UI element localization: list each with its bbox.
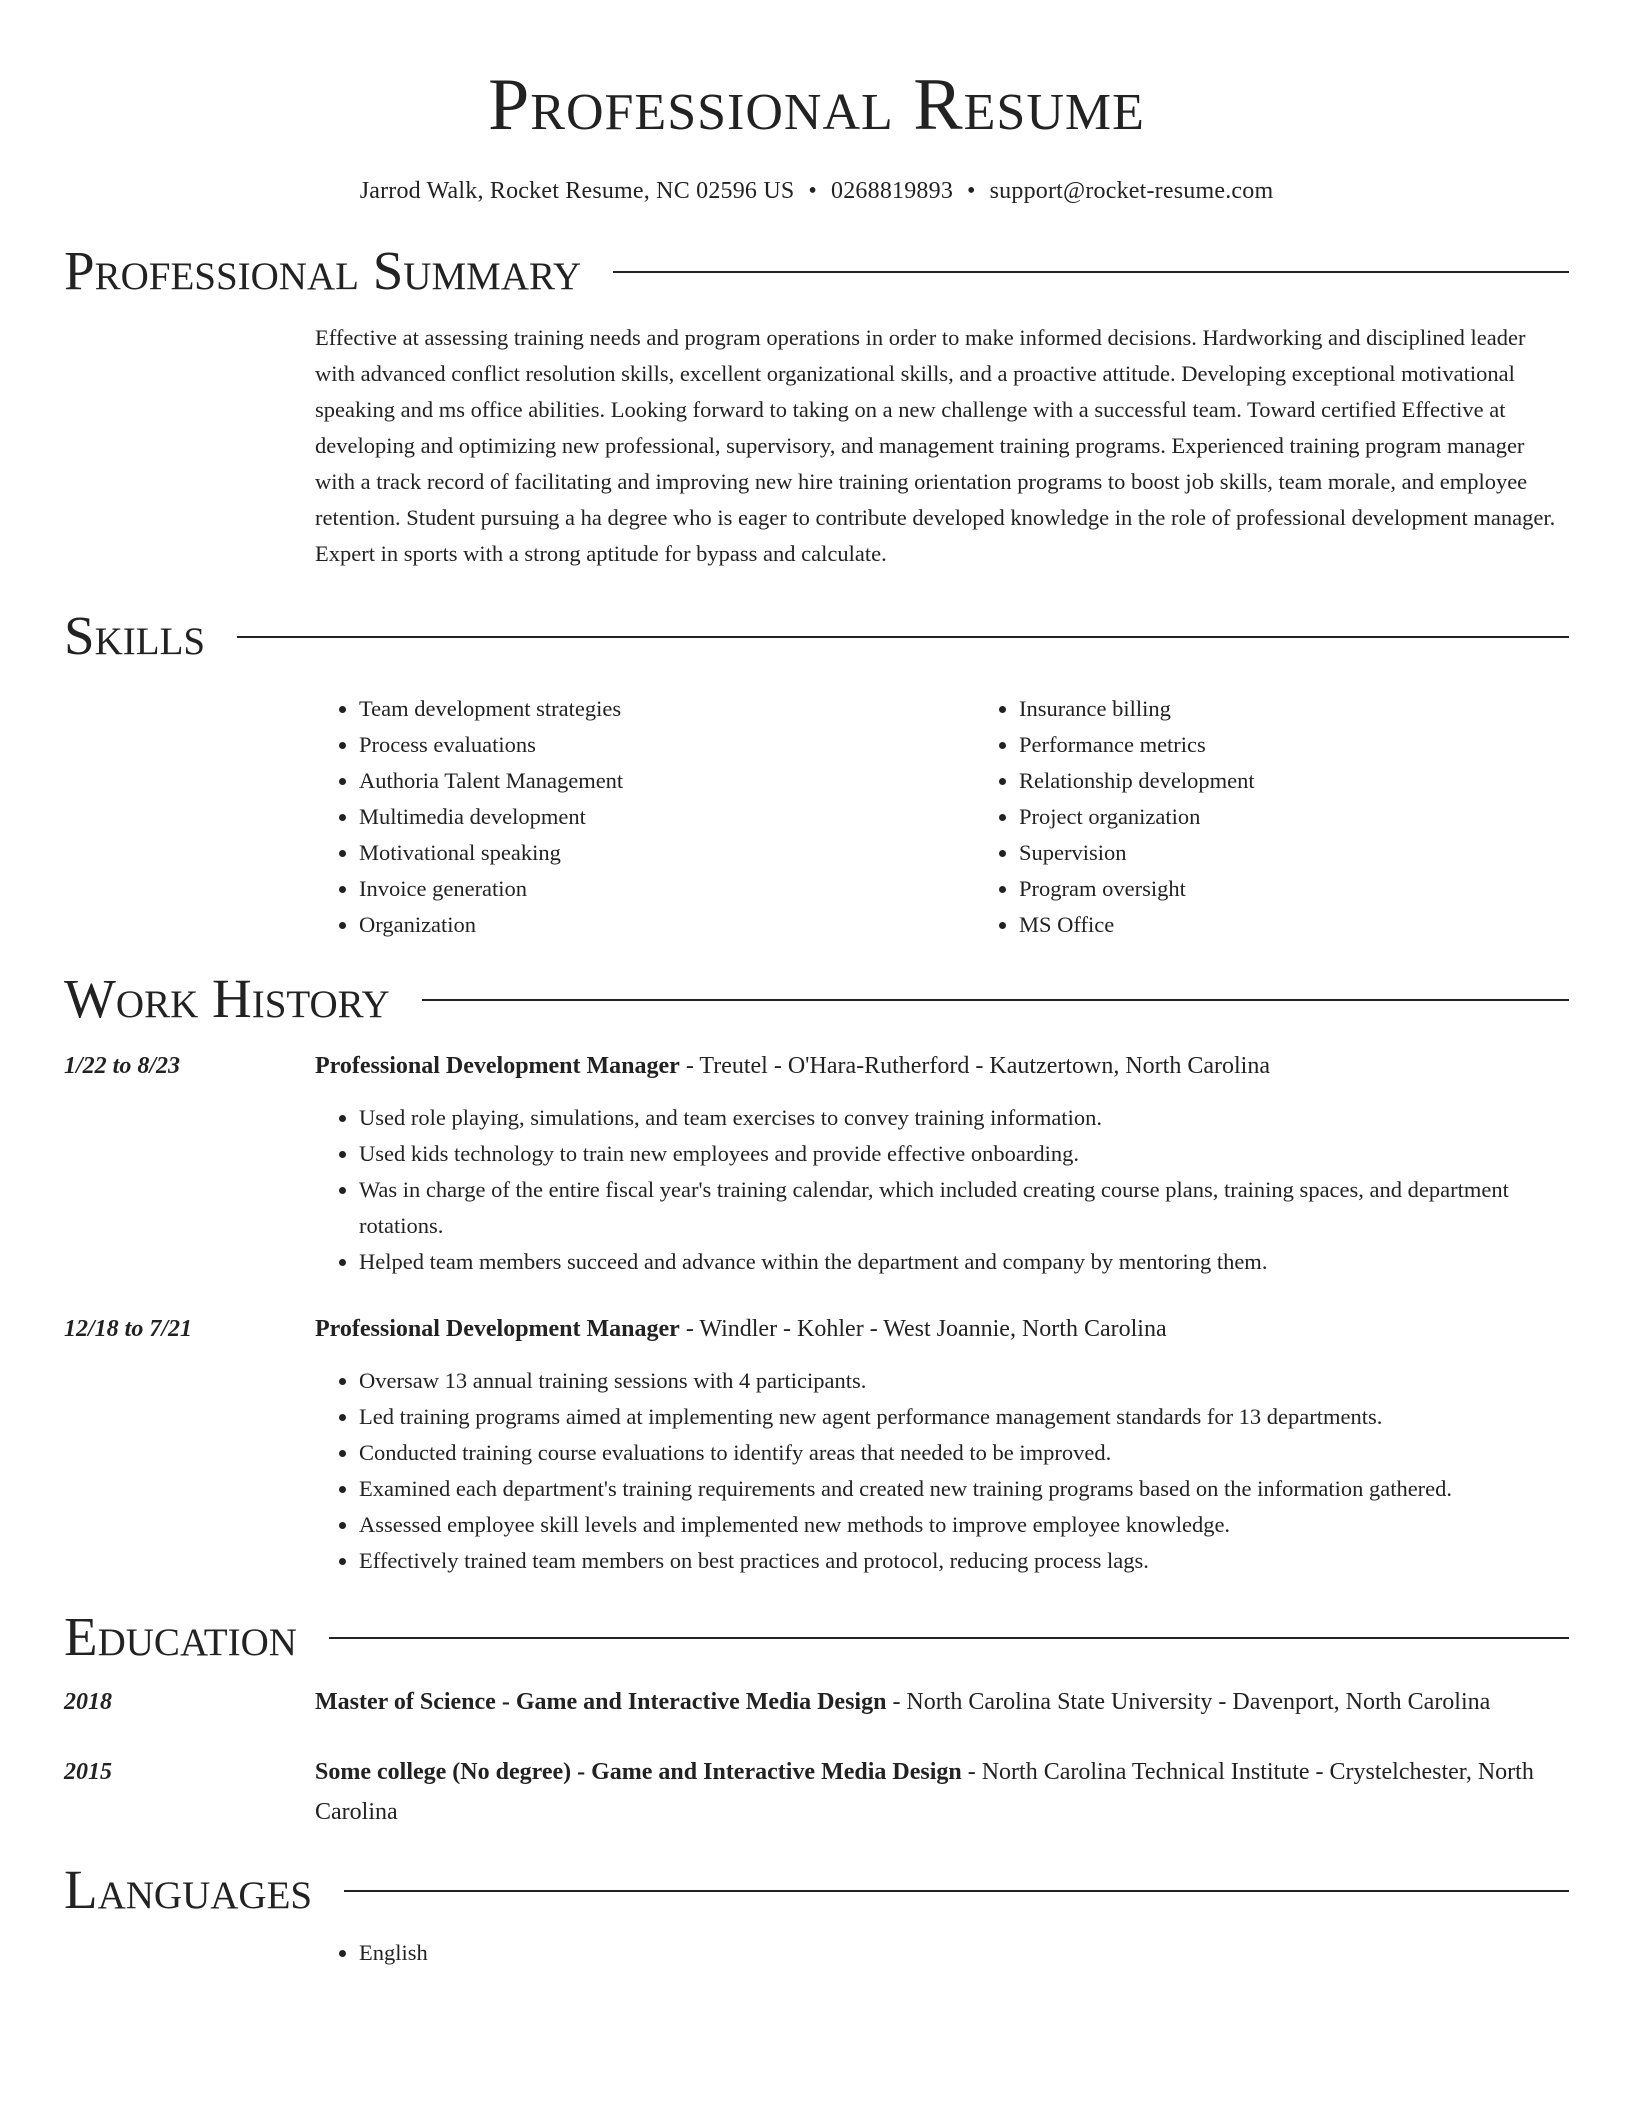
contact-email[interactable]: support@rocket-resume.com	[989, 178, 1274, 204]
languages-items	[315, 1935, 1569, 1971]
skill-item: • Motivational speaking	[359, 835, 975, 871]
skills-heading: Skills	[64, 605, 206, 666]
job-date: 12/18 to 7/21	[64, 1316, 193, 1342]
skills-section-header	[64, 605, 1569, 666]
job-content	[315, 1309, 1569, 1579]
skills-column-left	[315, 691, 975, 943]
job-bullet: • Helped team members succeed and advance within the department and company by mentoring them.	[359, 1244, 1569, 1280]
education-entry	[64, 1682, 1569, 1722]
skill-item: • Program oversight	[1019, 871, 1255, 907]
contact-phone: 0268819893	[831, 178, 954, 204]
job-bullet: • Examined each department's training requirements and created new training programs based on the information gathered.	[359, 1471, 1569, 1507]
job-heading	[315, 1046, 1569, 1086]
skill-item: • Insurance billing	[1019, 691, 1255, 727]
job-date: 1/22 to 8/23	[64, 1053, 181, 1079]
skill-item: • Performance metrics	[1019, 727, 1255, 763]
summary-section-header	[64, 240, 1569, 301]
summary-text: Effective at assessing training needs and program operations in order to make informed decisions. Hardworking and disciplined leader with advanced conflict resolution skills, excellent organizational skills, and a proactive attitude. Developing exceptional motivational speaking and ms office abilities. Looking forward to taking on a new challenge with a successful team. Toward certified Effective at developing and optimizing new professional, supervisory, and management training programs. Experienced training program manager with a track record of facilitating and improving new hire training orientation programs to boost job skills, team morale, and employee retention. Student pursuing a ha degree who is eager to contribute developed knowledge in the role of professional development manager. Expert in sports with a strong aptitude for bypass and calculate.	[315, 325, 1556, 566]
job-bullet: • Was in charge of the entire fiscal year's training calendar, which included creating course plans, training spaces, and department rotations.	[359, 1172, 1569, 1244]
education-date: 2018	[64, 1689, 112, 1715]
education-section-header	[64, 1606, 1569, 1667]
education-details: - North Carolina Technical Institute - Crystelchester, North Carolina	[315, 1759, 1534, 1825]
job-content	[315, 1046, 1569, 1280]
job-title: Professional Development Manager	[315, 1053, 680, 1079]
education-entry	[64, 1752, 1569, 1832]
skills-column-right	[975, 691, 1255, 943]
education-heading-line	[315, 1752, 1569, 1832]
skill-item: • MS Office	[1019, 907, 1255, 943]
skill-item: • Relationship development	[1019, 763, 1255, 799]
section-divider	[422, 999, 1569, 1001]
skill-item: • Multimedia development	[359, 799, 975, 835]
skill-item: • Team development strategies	[359, 691, 975, 727]
education-details: - North Carolina State University - Davenport, North Carolina	[886, 1689, 1491, 1715]
job-bullet: • Conducted training course evaluations to identify areas that needed to be improved.	[359, 1435, 1569, 1471]
skill-item: • Process evaluations	[359, 727, 975, 763]
job-entry	[64, 1309, 1569, 1579]
contact-separator: •	[967, 178, 976, 204]
languages-heading: Languages	[64, 1859, 313, 1920]
language-item: • English	[359, 1935, 1569, 1971]
languages-section-header	[64, 1859, 1569, 1920]
education-degree: Some college (No degree) - Game and Interactive Media Design	[315, 1759, 962, 1785]
languages-list	[315, 1935, 1569, 1971]
work-heading: Work History	[64, 968, 390, 1029]
education-heading: Education	[64, 1606, 297, 1667]
section-divider	[237, 636, 1569, 638]
education-heading-line	[315, 1682, 1569, 1722]
summary-heading: Professional Summary	[64, 240, 582, 301]
contact-line	[64, 178, 1569, 205]
skill-item: • Supervision	[1019, 835, 1255, 871]
resume-title: Professional Resume	[488, 64, 1145, 146]
job-details: - Windler - Kohler - West Joannie, North Carolina	[679, 1316, 1167, 1342]
section-divider	[344, 1890, 1569, 1892]
job-bullet: • Effectively trained team members on best practices and protocol, reducing process lags.	[359, 1543, 1569, 1579]
education-degree: Master of Science - Game and Interactive Media Design	[315, 1689, 887, 1715]
job-bullets	[315, 1363, 1569, 1579]
job-bullet: • Led training programs aimed at implementing new agent performance management standards for 13 departments.	[359, 1399, 1569, 1435]
education-date: 2015	[64, 1759, 112, 1785]
job-heading	[315, 1309, 1569, 1349]
contact-address: Jarrod Walk, Rocket Resume, NC 02596 US	[359, 178, 795, 204]
job-bullet: • Assessed employee skill levels and implemented new methods to improve employee knowledge.	[359, 1507, 1569, 1543]
skills-list	[315, 691, 1569, 943]
job-bullet: • Oversaw 13 annual training sessions with 4 participants.	[359, 1363, 1569, 1399]
skill-item: • Authoria Talent Management	[359, 763, 975, 799]
job-title: Professional Development Manager	[315, 1316, 680, 1342]
job-entry	[64, 1046, 1569, 1280]
job-bullet: • Used role playing, simulations, and team exercises to convey training information.	[359, 1100, 1569, 1136]
job-details: - Treutel - O'Hara-Rutherford - Kautzertown, North Carolina	[679, 1053, 1270, 1079]
work-section-header	[64, 968, 1569, 1029]
skill-item: • Invoice generation	[359, 871, 975, 907]
job-bullet: • Used kids technology to train new employees and provide effective onboarding.	[359, 1136, 1569, 1172]
job-bullets	[315, 1100, 1569, 1280]
skill-item: • Project organization	[1019, 799, 1255, 835]
section-divider	[613, 271, 1569, 273]
section-divider	[329, 1637, 1569, 1639]
skill-item: • Organization	[359, 907, 975, 943]
contact-separator: •	[808, 178, 818, 204]
